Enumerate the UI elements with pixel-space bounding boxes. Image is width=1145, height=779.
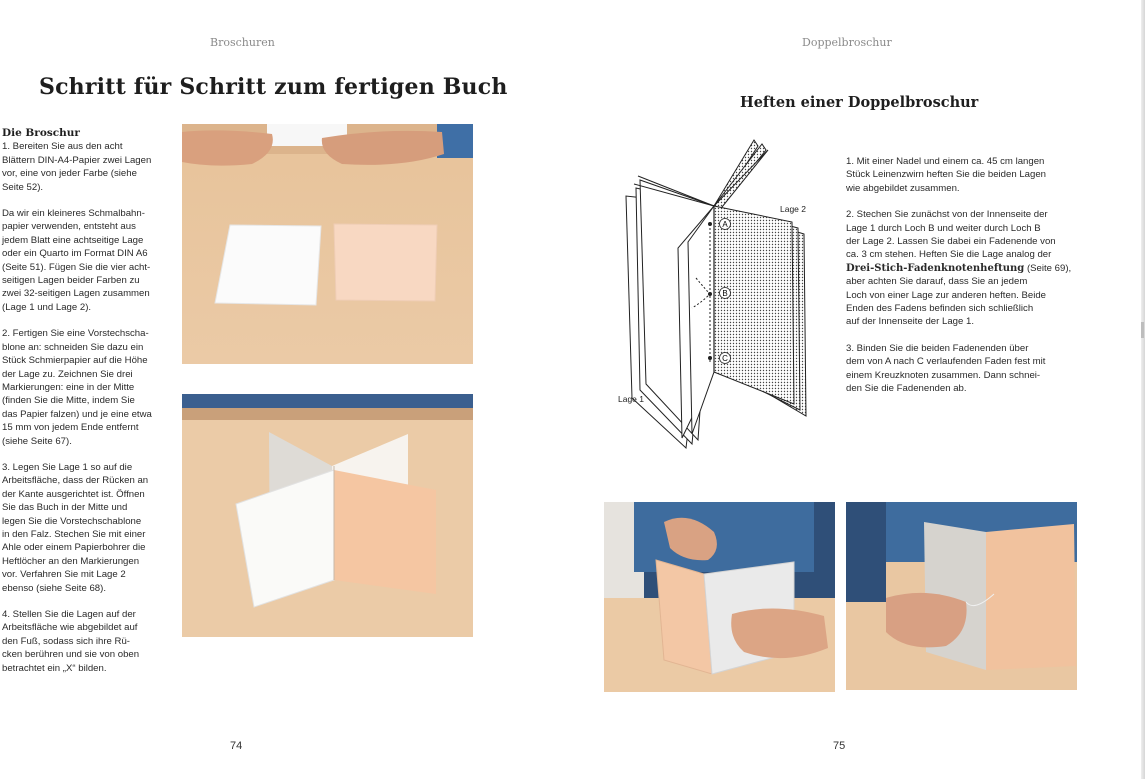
text-line: Enden des Fadens befinden sich schließlich (846, 303, 1034, 315)
text-line: Ahle oder einem Papierbohrer die (2, 542, 146, 554)
photo-two-paper-stacks (182, 124, 473, 364)
text-line: jedem Blatt eine achtseitige Lage (2, 234, 144, 246)
text-line: seitigen Lagen beider Farben zu (2, 275, 140, 287)
text-line: Arbeitsfläche, dass der Rücken an (2, 475, 149, 487)
hole-c-label: C (722, 354, 728, 363)
text-line: Markierungen: eine in der Mitte (2, 381, 135, 393)
sewing-diagram (606, 138, 818, 452)
text-line: 2. Fertigen Sie eine Vorstechscha- (2, 328, 149, 340)
text-line: vor, eine von jeder Farbe (siehe (2, 168, 137, 180)
text-line: (Seite 51). Fügen Sie die vier acht- (2, 261, 151, 273)
left-page-number: 74 (230, 740, 243, 752)
text-line: vor. Verfahren Sie mit Lage 2 (2, 569, 126, 581)
text-line: der Lage zu. Zeichnen Sie drei (2, 368, 133, 380)
page-edge-marker (1141, 322, 1144, 338)
text-line: 15 mm von jedem Ende entfernt (2, 422, 139, 434)
right-running-head: Doppelbroschur (802, 36, 892, 49)
right-page-number: 75 (833, 740, 846, 752)
text-line: wie abgebildet zusammen. (846, 182, 960, 194)
text-line: ebenso (siehe Seite 68). (2, 582, 106, 594)
text-line: Stück Schmierpapier auf die Höhe (2, 355, 148, 367)
text-line: der Lage 2. Lassen Sie dabei ein Fadenende von (846, 236, 1056, 248)
text-line: den Sie die Fadenenden ab. (846, 383, 967, 395)
text-line: betrachtet ein „X“ bilden. (2, 662, 107, 674)
text-line: Heftlöcher an den Markierungen (2, 555, 140, 567)
text-line: (Lage 1 und Lage 2). (2, 301, 92, 313)
text-line: 1. Mit einer Nadel und einem ca. 45 cm langen (846, 156, 1045, 167)
text-line: legen Sie die Vorstechschablone (2, 515, 142, 527)
text-line: das Papier falzen) und je eine etwa (2, 408, 152, 420)
paper-info-paragraph (2, 207, 178, 314)
text-line: 3. Legen Sie Lage 1 so auf die (2, 461, 133, 473)
photo-sewing-hands (604, 502, 835, 692)
sewing-step-3 (846, 342, 1086, 396)
section-subtitle: Heften einer Doppelbroschur (740, 94, 979, 111)
text-line: 3. Binden Sie die beiden Fadenenden über (846, 342, 1029, 354)
hole-a-label: A (722, 220, 728, 229)
sewing-step-2: 2. Stechen Sie zunächst von der Innenseite der Lage 1 durch Loch B und weiter durch Loch B der Lage 2. Lassen Sie dabei ein Fadenende von ca. 3 cm stehen. Heften Sie die Lage analog der Drei-Stich-Fadenknotenheftung (Seite 69), aber achten Sie darauf, dass Sie an jedem Loch von einer Lage zur anderen heften. Beide Enden des Fadens befinden sich schließlich auf der Innenseite der Lage 1. (846, 208, 1086, 329)
text-line: Sie das Buch in der Mitte und (2, 502, 128, 514)
text-line: Blättern DIN-A4-Papier zwei Lagen (2, 154, 152, 166)
text-line: blone an: schneiden Sie dazu ein (2, 341, 144, 353)
step-2-paragraph (2, 327, 178, 448)
text-line: papier verwenden, entsteht aus (2, 221, 136, 233)
text-line: cken berühren und sie von oben (2, 649, 140, 661)
text-line: Loch von einer Lage zur anderen heften. Beide (846, 289, 1047, 301)
text-line: zwei 32-seitigen Lagen zusammen (2, 288, 150, 300)
text-line: Stück Leinenzwirn heften Sie die beiden Lagen (846, 169, 1047, 181)
step-3-paragraph (2, 461, 178, 595)
left-text-column (2, 127, 178, 688)
page-edge (1141, 0, 1145, 779)
text-line: 2. Stechen Sie zunächst von der Innenseite der (846, 209, 1048, 221)
left-running-head: Broschuren (210, 36, 275, 49)
text-line: 1. Bereiten Sie aus den acht (2, 141, 123, 153)
text-line: Lage 1 durch Loch B und weiter durch Loch B (846, 222, 1041, 234)
text-line: Seite 52). (2, 181, 44, 193)
page-title: Schritt für Schritt zum fertigen Buch (39, 74, 508, 100)
step-1-paragraph (2, 140, 178, 194)
text-line: in den Falz. Stechen Sie mit einer (2, 528, 146, 540)
text-line: (finden Sie die Mitte, indem Sie (2, 395, 135, 407)
text-line: ca. 3 cm stehen. Heften Sie die Lage analog der (846, 249, 1052, 261)
step-4-paragraph (2, 608, 178, 675)
text-line: einem Kreuzknoten zusammen. Dann schnei- (846, 369, 1041, 381)
text-line: der Kante ausgerichtet ist. Öffnen (2, 488, 145, 500)
photo-standing-gatherings (182, 394, 473, 637)
lage-1-label: Lage 1 (618, 394, 644, 404)
stitch-name: Drei-Stich-Fadenknotenheftung (846, 262, 1025, 274)
photo-finished-booklet (846, 502, 1077, 690)
text-line: Da wir ein kleineres Schmalbahn- (2, 208, 145, 220)
hole-b-label: B (722, 289, 728, 298)
right-text-column (846, 155, 1086, 409)
text-line: dem von A nach C verlaufenden Faden fest mit (846, 356, 1046, 368)
text-line: auf der Innenseite der Lage 1. (846, 316, 975, 328)
text-line: oder ein Quarto im Format DIN A6 (2, 248, 148, 260)
lage-2-label: Lage 2 (780, 204, 806, 214)
section-title: Die Broschur (2, 127, 80, 139)
sewing-step-1 (846, 155, 1086, 195)
text-line: Arbeitsfläche wie abgebildet auf (2, 622, 138, 634)
text-line: 4. Stellen Sie die Lagen auf der (2, 609, 136, 620)
text-line: aber achten Sie darauf, dass Sie an jedem (846, 276, 1028, 288)
text-line: (siehe Seite 67). (2, 435, 72, 447)
text-line: den Fuß, sodass sich ihre Rü- (2, 635, 130, 647)
